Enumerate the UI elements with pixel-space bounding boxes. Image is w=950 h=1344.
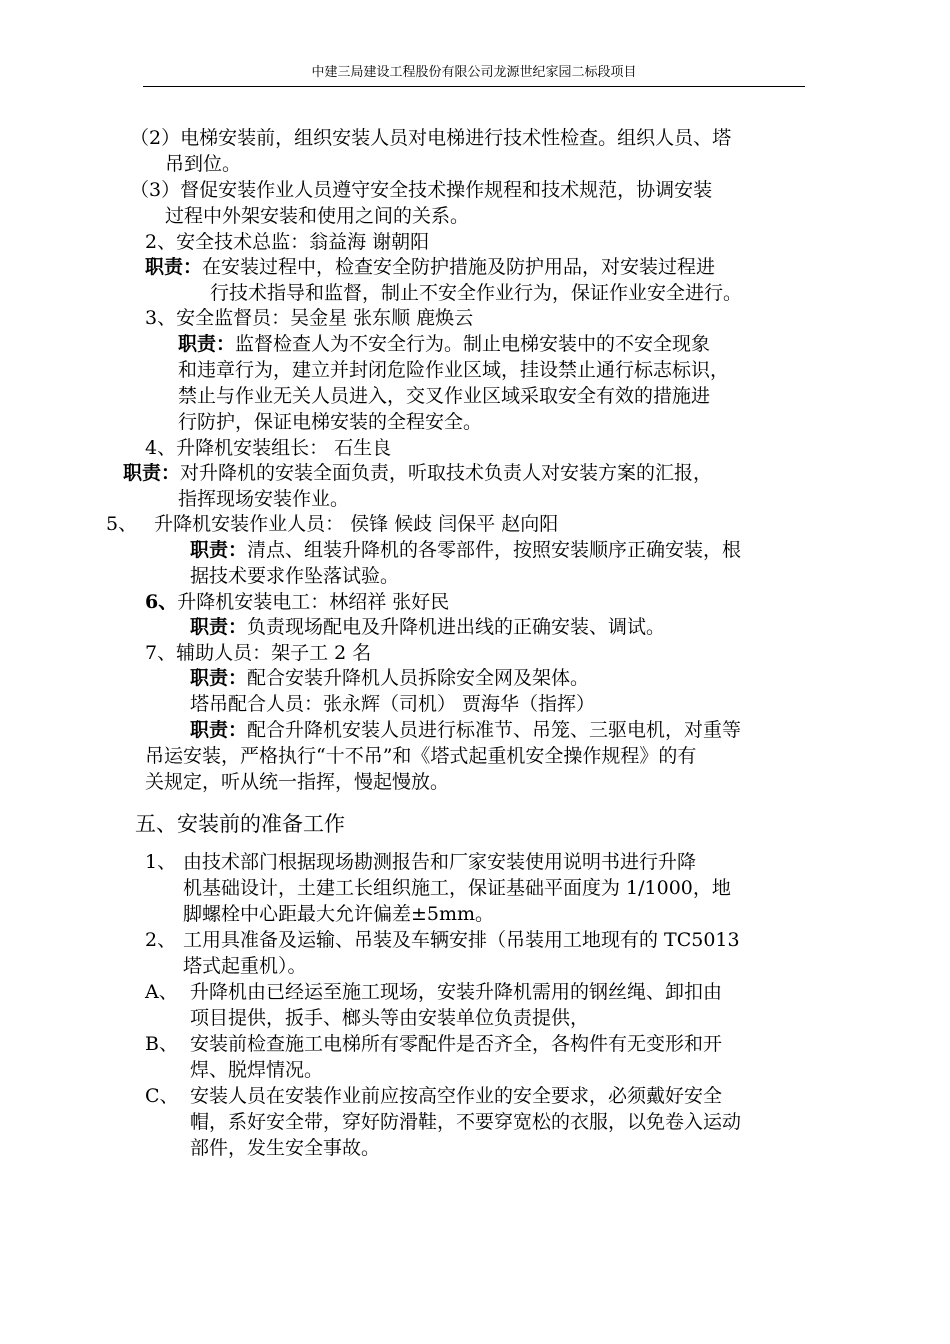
item-number: B、: [145, 1033, 178, 1055]
item-text: 机基础设计，土建工长组织施工，保证基础平面度为 1/1000，地: [183, 877, 731, 899]
duty-label: 职责：: [190, 539, 248, 561]
duty-line: [178, 331, 710, 357]
duty-line: [190, 614, 665, 640]
duty-line: [190, 665, 589, 691]
duty-text: 配合安装升降机人员拆除安全网及架体。: [247, 667, 590, 689]
item-text: 塔式起重机）。: [183, 955, 307, 977]
duty-text: 在安装过程中，检查安全防护措施及防护用品，对安装过程进: [202, 256, 716, 278]
item-text: 项目提供，扳手、榔头等由安装单位负责提供，: [190, 1007, 590, 1029]
text-line: 4、升降机安装组长： 石生良: [145, 437, 392, 459]
item-text: 由技术部门根据现场勘测报告和厂家安装使用说明书进行升降: [183, 851, 697, 873]
duty-line: [145, 254, 715, 280]
text-line: （2）电梯安装前，组织安装人员对电梯进行技术性检查。组织人员、塔: [130, 127, 732, 149]
text-line: 指挥现场安装作业。: [178, 488, 350, 510]
duty-text: 清点、组装升降机的各零部件，按照安装顺序正确安装，根: [247, 539, 742, 561]
item-number: 6、: [145, 591, 178, 613]
item-text: 帽，系好安全带，穿好防滑鞋，不要穿宽松的衣服，以免卷入运动: [190, 1111, 742, 1133]
section-heading: 五、安装前的准备工作: [135, 812, 345, 836]
duty-line: [123, 460, 712, 486]
duty-line: [190, 717, 741, 743]
item-number: C、: [145, 1085, 179, 1107]
page-header: 中建三局建设工程股份有限公司龙源世纪家园二标段项目: [311, 65, 637, 80]
item-number: 5、: [106, 513, 138, 535]
item-text: 脚螺栓中心距最大允许偏差±5mm。: [183, 903, 495, 925]
text-line: 吊运安装，严格执行“十不吊”和《塔式起重机安全操作规程》的有: [145, 745, 697, 767]
text-line: 和违章行为，建立并封闭危险作业区域，挂设禁止通行标志标识，: [178, 359, 730, 381]
text-line: 行防护，保证电梯安装的全程安全。: [178, 411, 483, 433]
duty-text: 对升降机的安装全面负责，听取技术负责人对安装方案的汇报，: [180, 462, 713, 484]
duty-label: 职责：: [190, 719, 248, 741]
duty-label: 职责：: [190, 667, 248, 689]
duty-label: 职责：: [178, 333, 236, 355]
item-text: 安装前检查施工电梯所有零配件是否齐全，各构件有无变形和开: [190, 1033, 723, 1055]
item-text: 焊、脱焊情况。: [190, 1059, 324, 1081]
duty-line: [190, 537, 741, 563]
text-line: 2、安全技术总监：翁益海 谢朝阳: [145, 231, 430, 253]
text-line: 吊到位。: [165, 153, 242, 175]
item-text: 升降机由已经运至施工现场，安装升降机需用的钢丝绳、卸扣由: [190, 981, 723, 1003]
item-number: A、: [145, 981, 178, 1003]
item-text: 工用具准备及运输、吊装及车辆安排（吊装用工地现有的 TC5013: [183, 929, 740, 951]
numbered-line: [106, 511, 558, 537]
text-line: 3、安全监督员：吴金星 张东顺 鹿焕云: [145, 307, 474, 329]
item-text: 安装人员在安装作业前应按高空作业的安全要求，必须戴好安全: [190, 1085, 723, 1107]
header-rule: [143, 86, 805, 87]
text-line: 7、辅助人员：架子工 2 名: [145, 642, 372, 664]
text-line: 关规定，听从统一指挥，慢起慢放。: [145, 771, 450, 793]
item-number: 1、: [145, 851, 177, 873]
text-line: （3）督促安装作业人员遵守安全技术操作规程和技术规范，协调安装: [130, 179, 713, 201]
item-text: 升降机安装作业人员： 侯锋 候歧 闫保平 赵向阳: [154, 513, 559, 535]
text-line: 塔吊配合人员：张永辉（司机） 贾海华（指挥）: [190, 693, 596, 715]
item-number: 2、: [145, 929, 177, 951]
text-line: 行技术指导和监督，制止不安全作业行为，保证作业安全进行。: [210, 282, 743, 304]
duty-label: 职责：: [145, 256, 203, 278]
duty-text: 负责现场配电及升降机进出线的正确安装、调试。: [247, 616, 666, 638]
duty-text: 配合升降机安装人员进行标准节、吊笼、三驱电机，对重等: [247, 719, 742, 741]
text-line: 禁止与作业无关人员进入，交叉作业区域采取安全有效的措施进: [178, 385, 711, 407]
item-text: 升降机安装电工：林绍祥 张好民: [177, 591, 450, 613]
duty-label: 职责：: [123, 462, 181, 484]
duty-text: 监督检查人为不安全行为。制止电梯安装中的不安全现象: [235, 333, 711, 355]
duty-label: 职责：: [190, 616, 248, 638]
numbered-line: [145, 589, 449, 615]
item-text: 部件，发生安全事故。: [190, 1137, 381, 1159]
text-line: 过程中外架安装和使用之间的关系。: [165, 205, 470, 227]
text-line: 据技术要求作坠落试验。: [190, 565, 400, 587]
